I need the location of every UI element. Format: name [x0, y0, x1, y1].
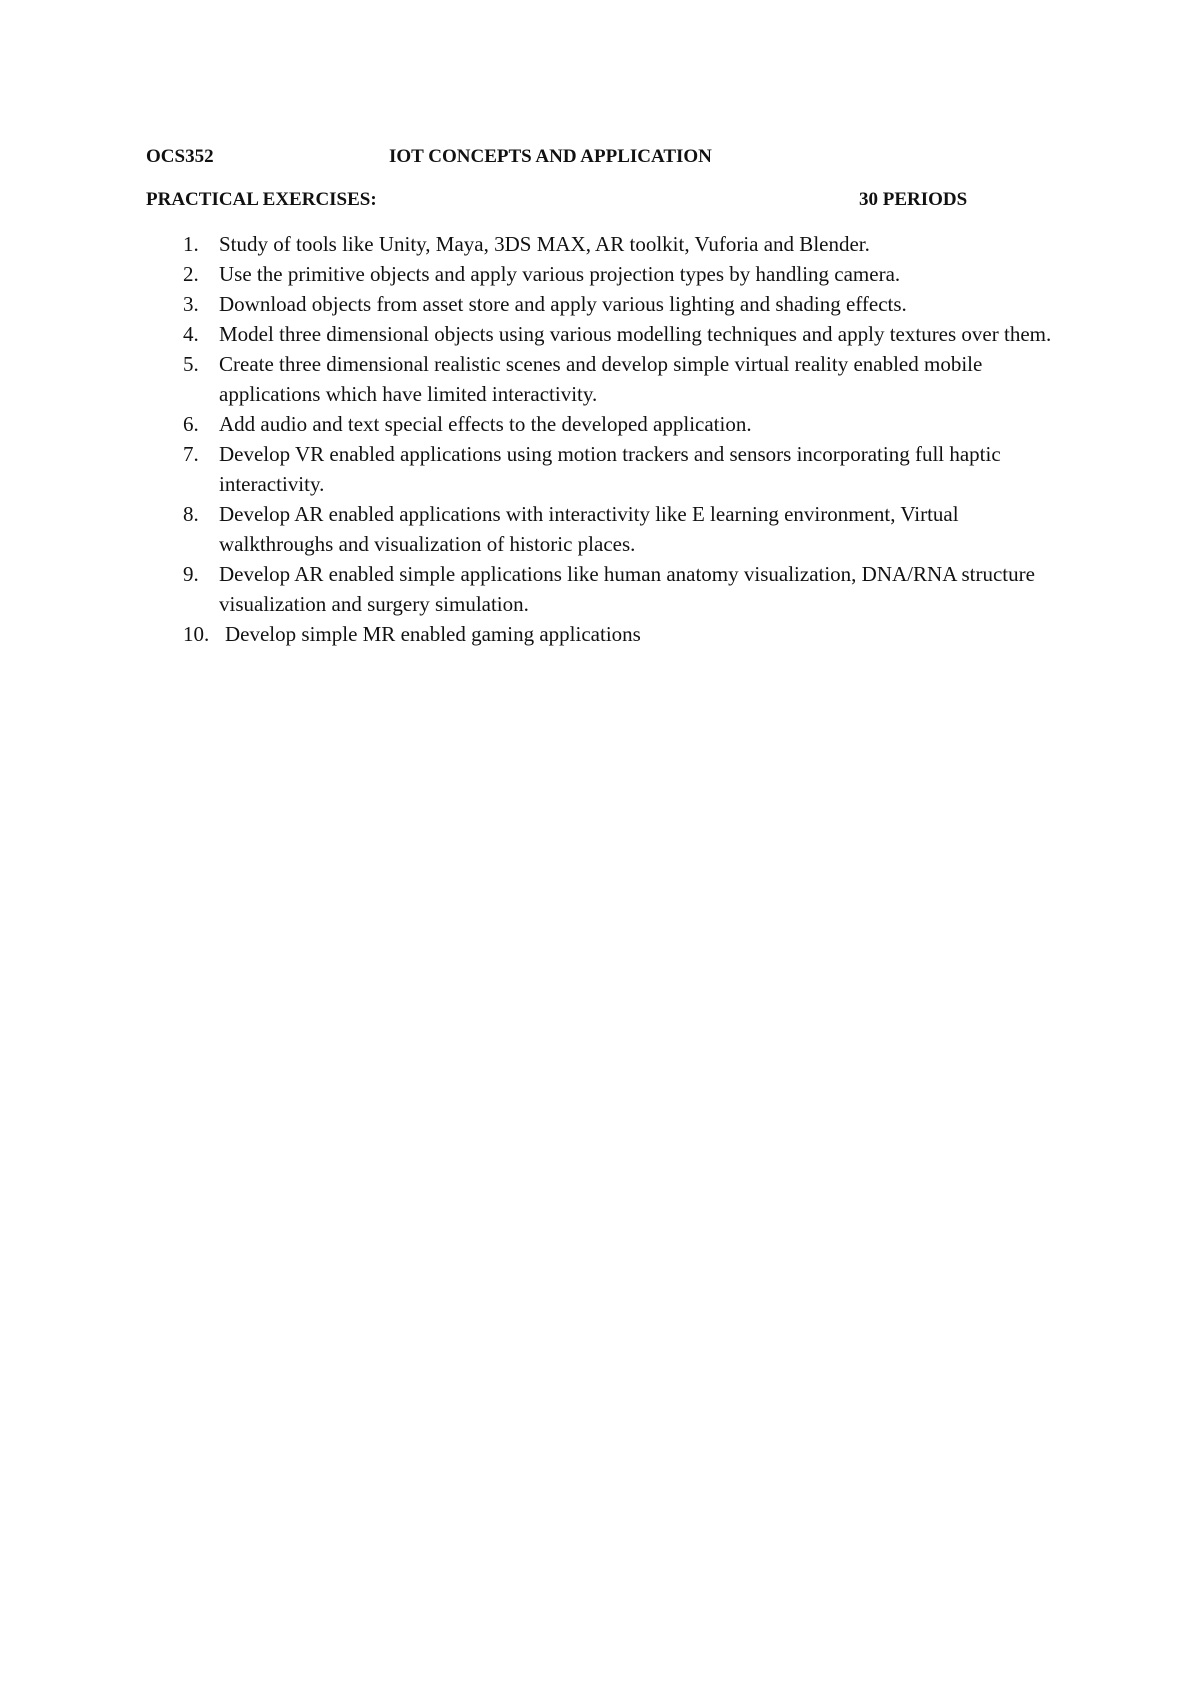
list-item-number: 7. — [183, 442, 199, 466]
list-item — [146, 229, 1076, 259]
list-item — [146, 349, 1076, 409]
list-item-text: Develop AR enabled applications with interactivity like E learning environment, Virtual walkthroughs and visualization of historic places. — [219, 502, 959, 556]
list-item — [146, 409, 1076, 439]
course-code: OCS352 — [146, 146, 214, 167]
list-item-text: Model three dimensional objects using various modelling techniques and apply textures over them. — [219, 322, 1052, 346]
list-item-text: Create three dimensional realistic scenes and develop simple virtual reality enabled mobile applications which have limited interactivity. — [219, 352, 983, 406]
exercise-list — [146, 229, 1076, 649]
list-item-text: Develop AR enabled simple applications like human anatomy visualization, DNA/RNA structure visualization and surgery simulation. — [219, 562, 1035, 616]
list-item-number: 4. — [183, 322, 199, 346]
list-item-text: Study of tools like Unity, Maya, 3DS MAX, AR toolkit, Vuforia and Blender. — [219, 232, 870, 256]
list-item-number: 10. — [183, 622, 210, 646]
course-title: IOT CONCEPTS AND APPLICATION — [389, 146, 712, 167]
list-item — [146, 319, 1076, 349]
list-item-number: 5. — [183, 352, 199, 376]
list-item-number: 3. — [183, 292, 199, 316]
list-item — [146, 289, 1076, 319]
list-item — [146, 559, 1076, 619]
list-item-text: Use the primitive objects and apply various projection types by handling camera. — [219, 262, 901, 286]
list-item — [146, 439, 1076, 499]
list-item — [146, 499, 1076, 559]
course-header — [146, 142, 1076, 172]
list-item-text: Add audio and text special effects to the developed application. — [219, 412, 752, 436]
document-content — [146, 142, 1076, 649]
section-label: PRACTICAL EXERCISES: — [146, 189, 377, 210]
list-item-number: 2. — [183, 262, 199, 286]
list-item-text: Develop VR enabled applications using motion trackers and sensors incorporating full haptic interactivity. — [219, 442, 1001, 496]
list-item-number: 1. — [183, 232, 199, 256]
list-item-text: Download objects from asset store and apply various lighting and shading effects. — [219, 292, 907, 316]
section-header — [146, 185, 1076, 215]
list-item-number: 9. — [183, 562, 199, 586]
list-item-text: Develop simple MR enabled gaming applications — [225, 622, 641, 646]
list-item-number: 8. — [183, 502, 199, 526]
list-item-number: 6. — [183, 412, 199, 436]
list-item — [146, 619, 1076, 649]
section-periods: 30 PERIODS — [859, 189, 968, 210]
list-item — [146, 259, 1076, 289]
